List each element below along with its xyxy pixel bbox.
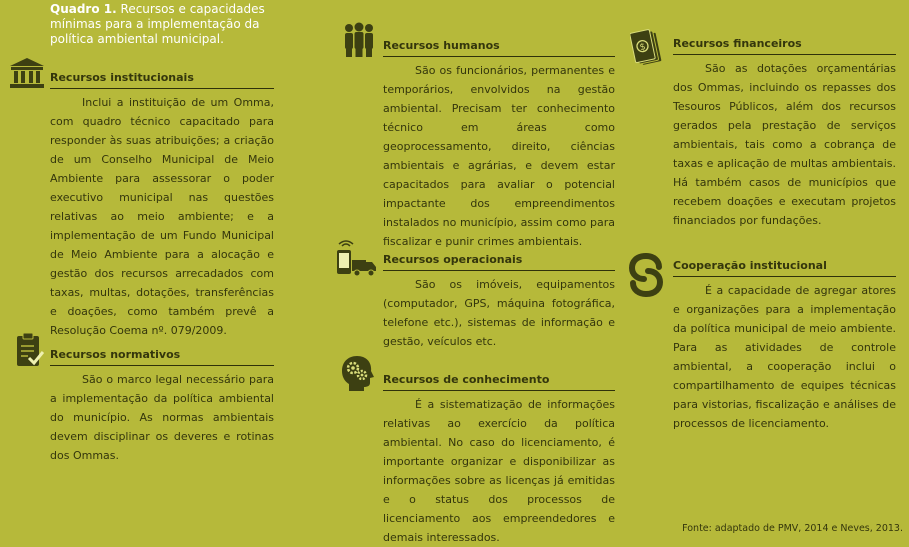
- section-cooperacao-institucional: [673, 259, 896, 433]
- head-gears-icon: [338, 354, 376, 392]
- section-heading: Cooperação institucional: [673, 259, 896, 277]
- section-heading: Recursos financeiros: [673, 37, 896, 55]
- phone-truck-icon: [334, 240, 378, 278]
- section-body: São as dotações orçamentárias dos Ommas, incluindo os repasses dos Tesouros Públicos, além dos recursos gerados pela prestação de serviços ambientais, tais como a cobrança de taxas e aplicação de multas ambientais. Há também casos de municípios que recebem doações e executam projetos financiados por fundações.: [673, 62, 896, 227]
- section-recursos-institucionais: [50, 71, 274, 340]
- money-stack-icon: [630, 26, 666, 70]
- section-recursos-conhecimento: [383, 373, 615, 547]
- source-credit: Fonte: adaptado de PMV, 2014 e Neves, 2013.: [682, 523, 903, 534]
- section-recursos-financeiros: [673, 37, 896, 230]
- section-heading: Recursos institucionais: [50, 71, 274, 89]
- people-group-icon: [342, 22, 376, 58]
- clipboard-check-icon: [14, 332, 44, 368]
- section-heading: Recursos normativos: [50, 348, 274, 366]
- section-body: É a sistematização de informações relativas ao exercício da política ambiental. No caso do licenciamento, é importante organizar e disponibilizar as informações sobre as licenças já emitidas e o status dos processos de licenciamento aos empreendedores e demais interessados.: [383, 398, 615, 544]
- section-heading: Recursos humanos: [383, 39, 615, 57]
- section-body: São os imóveis, equipamentos (computador, GPS, máquina fotográfica, telefone etc.), sistemas de informação e gestão, veículos etc.: [383, 278, 615, 348]
- section-recursos-operacionais: [383, 253, 615, 351]
- section-recursos-normativos: [50, 348, 274, 465]
- section-body: É a capacidade de agregar atores e organizações para a implementação da política municipal de meio ambiente. Para as atividades de controle ambiental, a cooperação inclui o compartilhamento de equipes técnicas para vistorias, fiscalização e análises de processos de licenciamento.: [673, 284, 896, 430]
- table-title-text: Recursos e capacidades mínimas para a implementação da política ambiental municipal.: [50, 2, 265, 46]
- section-body: Inclui a instituição de um Omma, com quadro técnico capacitado para responder às suas atribuições; a criação de um Conselho Municipal de Meio Ambiente para assessorar o poder executivo municipal nas questões relativas ao meio ambiente; e a implementação de um Fundo Municipal de Meio Ambiente para a alocação e gestão dos recursos arrecadados com taxas, multas, dotações, transferências e doações, como também prevê a Resolução Coema nº. 079/2009.: [50, 96, 274, 337]
- section-body: São os funcionários, permanentes e temporários, envolvidos na gestão ambiental. Precisam ter conhecimento técnico em áreas como geoprocessamento, direito, ciências ambientais e agrárias, e devem estar capacitados para avaliar o potencial impactante dos empreendimentos instalados no município, assim como para fiscalizar e punir crimes ambientais.: [383, 64, 615, 248]
- section-heading: Recursos de conhecimento: [383, 373, 615, 391]
- table-title: [50, 2, 290, 47]
- building-columns-icon: [8, 56, 46, 90]
- section-heading: Recursos operacionais: [383, 253, 615, 271]
- table-title-label: Quadro 1.: [50, 2, 117, 16]
- section-recursos-humanos: [383, 39, 615, 251]
- chain-link-icon: [628, 252, 664, 298]
- svg-text:$: $: [638, 42, 647, 54]
- section-body: São o marco legal necessário para a implementação da política ambiental do município. As normas ambientais devem disciplinar os deveres e rotinas dos Ommas.: [50, 373, 274, 462]
